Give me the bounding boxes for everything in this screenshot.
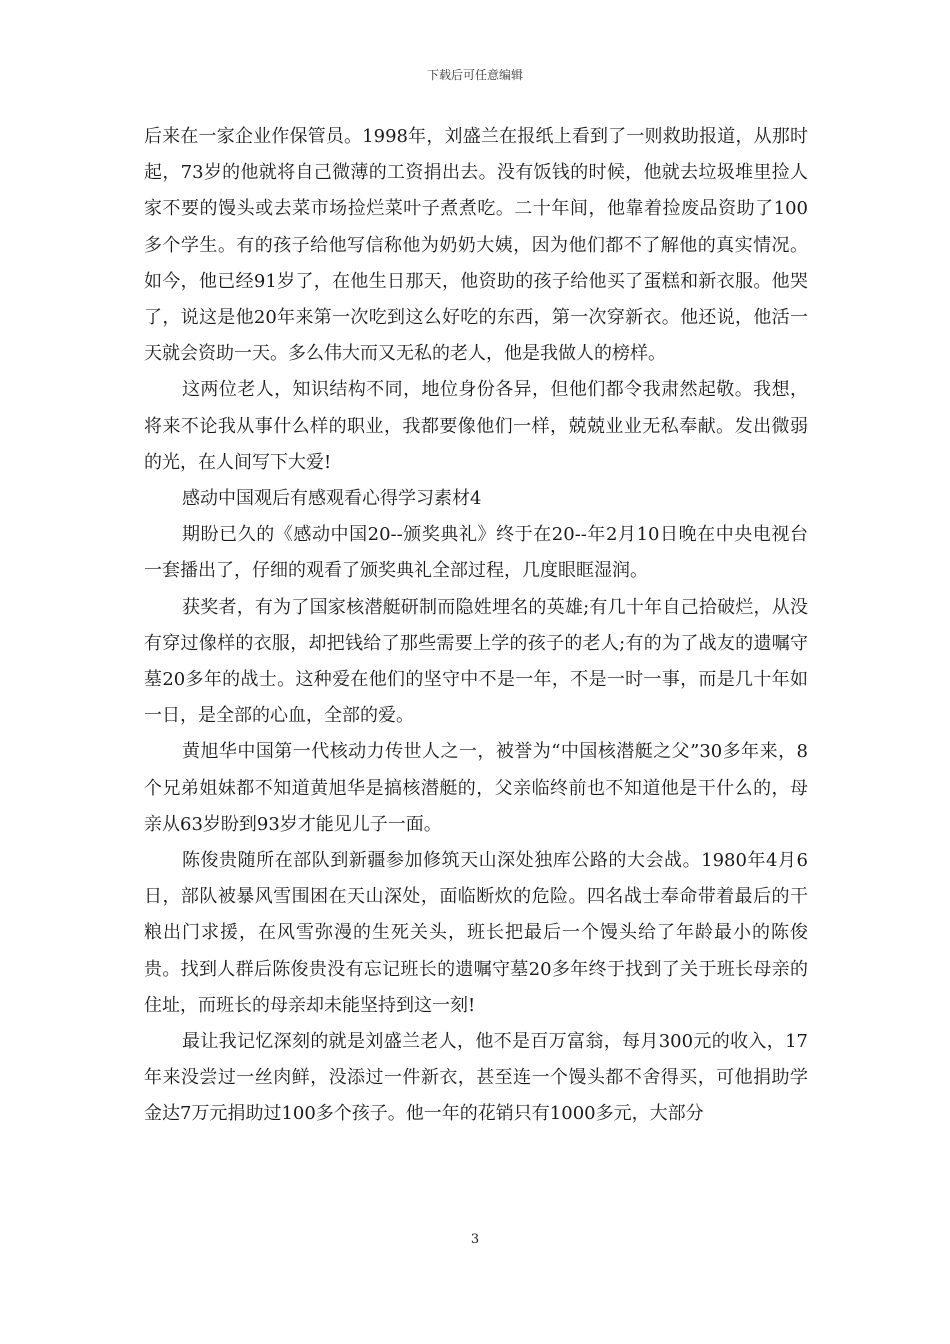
paragraph: 陈俊贵随所在部队到新疆参加修筑天山深处独库公路的大会战。1980年4月6日，部队被暴风雪围困在天山深处，面临断炊的危险。四名战士奉命带着最后的干粮出门求援，在风雪弥漫的生死关头，班长把最后一个馒头给了年龄最小的陈俊贵。找到人群后陈俊贵没有忘记班长的遗嘱守墓20多年终于找到了关于班长母亲的住址，而班长的母亲却未能坚持到这一刻! [144, 850, 808, 1016]
paragraph: 最让我记忆深刻的就是刘盛兰老人，他不是百万富翁，每月300元的收入，17年来没尝过一丝肉鲜，没添过一件新衣，甚至连一个馒头都不舍得买，可他捐助学金达7万元捐助过100多个孩子。他一年的花销只有1000多元，大部分 [144, 1031, 808, 1125]
header-note: 下载后可任意编辑 [426, 68, 523, 82]
paragraph-continued: 后来在一家企业作保管员。1998年，刘盛兰在报纸上看到了一则救助报道，从那时起，73岁的他就将自己微薄的工资捐出去。没有饭钱的时候，他就去垃圾堆里捡人家不要的馒头或去菜市场捡烂菜叶子煮煮吃。二十年间，他靠着捡废品资助了100多个学生。有的孩子给他写信称他为奶奶大姨，因为他们都不了解他的真实情况。如今，他已经91岁了，在他生日那天，他资助的孩子给他买了蛋糕和新衣服。他哭了，说这是他20年来第一次吃到这么好吃的东西，第一次穿新衣。他还说，他活一天就会资助一天。多么伟大而又无私的老人，他是我做人的榜样。 [144, 126, 808, 365]
section-title: 感动中国观后有感观看心得学习素材4 [182, 488, 482, 510]
document-body [144, 119, 808, 1133]
page-number: 3 [470, 1232, 480, 1247]
paragraph: 这两位老人，知识结构不同，地位身份各异，但他们都令我肃然起敬。我想，将来不论我从事什么样的职业，我都要像他们一样，兢兢业业无私奉献。发出微弱的光，在人间写下大爱! [144, 379, 808, 473]
paragraph: 黄旭华中国第一代核动力传世人之一，被誉为“中国核潜艇之父”30多年来，8个兄弟姐妹都不知道黄旭华是搞核潜艇的，父亲临终前也不知道他是干什么的，母亲从63岁盼到93岁才能见儿子一面。 [144, 741, 808, 835]
paragraph: 获奖者，有为了国家核潜艇研制而隐姓埋名的英雄;有几十年自己拾破烂，从没有穿过像样的衣服，却把钱给了那些需要上学的孩子的老人;有的为了战友的遗嘱守墓20多年的战士。这种爱在他们的坚守中不是一年，不是一时一事，而是几十年如一日，是全部的心血，全部的爱。 [144, 596, 808, 727]
paragraph: 期盼已久的《感动中国20--颁奖典礼》终于在20--年2月10日晚在中央电视台一套播出了，仔细的观看了颁奖典礼全部过程，几度眼眶湿润。 [144, 524, 808, 582]
